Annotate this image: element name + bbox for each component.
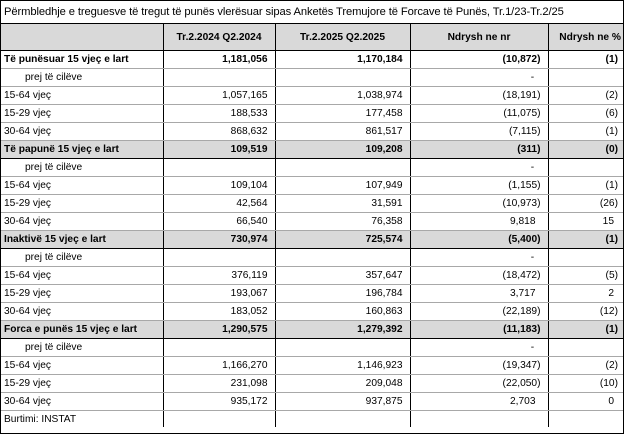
value-q2-2024: [163, 249, 275, 267]
value-q2-2024: 109,104: [163, 177, 275, 195]
change-percent: [548, 339, 623, 357]
table-row: [1, 339, 623, 357]
table-row: [1, 213, 623, 231]
source-empty: [548, 411, 623, 428]
change-number: (5,400): [410, 231, 548, 249]
change-number: 9,818: [410, 213, 548, 231]
change-percent: [548, 249, 623, 267]
row-label: 15-64 vjeç: [1, 87, 163, 105]
table-row: [1, 249, 623, 267]
row-label: 15-29 vjeç: [1, 195, 163, 213]
value-q2-2024: 193,067: [163, 285, 275, 303]
table-row: [1, 231, 623, 249]
change-number: (18,472): [410, 267, 548, 285]
header-row: [1, 24, 623, 51]
value-q2-2025: [275, 339, 410, 357]
change-number: (10,872): [410, 51, 548, 69]
table-row: [1, 375, 623, 393]
row-label: Forca e punës 15 vjeç e lart: [1, 321, 163, 339]
row-label: Të punësuar 15 vjeç e lart: [1, 51, 163, 69]
row-label: prej të cilëve: [1, 159, 163, 177]
change-percent: (1): [548, 321, 623, 339]
value-q2-2024: 1,290,575: [163, 321, 275, 339]
value-q2-2024: 730,974: [163, 231, 275, 249]
value-q2-2025: 177,458: [275, 105, 410, 123]
row-label: prej të cilëve: [1, 249, 163, 267]
source-row: [1, 411, 623, 428]
change-number: (7,115): [410, 123, 548, 141]
change-number: (19,347): [410, 357, 548, 375]
table-body: [1, 51, 623, 411]
row-label: Të papunë 15 vjeç e lart: [1, 141, 163, 159]
change-percent: (2): [548, 357, 623, 375]
source-empty: [410, 411, 548, 428]
table-row: [1, 393, 623, 411]
change-percent: (10): [548, 375, 623, 393]
row-label: prej të cilëve: [1, 339, 163, 357]
value-q2-2024: [163, 339, 275, 357]
value-q2-2024: [163, 159, 275, 177]
table-row: [1, 105, 623, 123]
header-change-percent: Ndrysh ne %: [548, 24, 623, 51]
value-q2-2024: 868,632: [163, 123, 275, 141]
change-percent: (6): [548, 105, 623, 123]
value-q2-2025: 209,048: [275, 375, 410, 393]
table-row: [1, 177, 623, 195]
change-percent: (2): [548, 87, 623, 105]
table-row: [1, 123, 623, 141]
value-q2-2024: 183,052: [163, 303, 275, 321]
value-q2-2025: 937,875: [275, 393, 410, 411]
value-q2-2024: 188,533: [163, 105, 275, 123]
table-row: [1, 357, 623, 375]
table-row: [1, 159, 623, 177]
table-row: [1, 69, 623, 87]
value-q2-2024: 42,564: [163, 195, 275, 213]
row-label: 15-29 vjeç: [1, 285, 163, 303]
source-empty: [163, 411, 275, 428]
value-q2-2025: 76,358: [275, 213, 410, 231]
value-q2-2024: [163, 69, 275, 87]
row-label: 15-29 vjeç: [1, 375, 163, 393]
value-q2-2025: 357,647: [275, 267, 410, 285]
value-q2-2025: 160,863: [275, 303, 410, 321]
value-q2-2025: 1,279,392: [275, 321, 410, 339]
row-label: Inaktivë 15 vjeç e lart: [1, 231, 163, 249]
value-q2-2025: [275, 69, 410, 87]
row-label: 30-64 vjeç: [1, 303, 163, 321]
value-q2-2025: 725,574: [275, 231, 410, 249]
value-q2-2025: 107,949: [275, 177, 410, 195]
row-label: 15-64 vjeç: [1, 177, 163, 195]
table-row: [1, 285, 623, 303]
table-row: [1, 141, 623, 159]
table-row: [1, 303, 623, 321]
row-label: 30-64 vjeç: [1, 393, 163, 411]
change-number: (311): [410, 141, 548, 159]
header-q2-2025: Tr.2.2025 Q2.2025: [275, 24, 410, 51]
table-row: [1, 267, 623, 285]
change-number: (10,973): [410, 195, 548, 213]
value-q2-2024: 109,519: [163, 141, 275, 159]
change-percent: (5): [548, 267, 623, 285]
change-percent: (1): [548, 177, 623, 195]
change-number: (18,191): [410, 87, 548, 105]
value-q2-2024: 1,057,165: [163, 87, 275, 105]
change-percent: 0: [548, 393, 623, 411]
change-percent: (1): [548, 231, 623, 249]
change-percent: (26): [548, 195, 623, 213]
change-number: (11,075): [410, 105, 548, 123]
change-number: (11,183): [410, 321, 548, 339]
value-q2-2025: 1,038,974: [275, 87, 410, 105]
table-row: [1, 87, 623, 105]
value-q2-2025: [275, 249, 410, 267]
change-percent: (1): [548, 123, 623, 141]
value-q2-2025: 1,170,184: [275, 51, 410, 69]
change-percent: (0): [548, 141, 623, 159]
change-percent: [548, 159, 623, 177]
row-label: 30-64 vjeç: [1, 123, 163, 141]
value-q2-2024: 376,119: [163, 267, 275, 285]
header-q2-2024: Tr.2.2024 Q2.2024: [163, 24, 275, 51]
row-label: prej të cilëve: [1, 69, 163, 87]
source-note: Burtimi: INSTAT: [1, 411, 163, 428]
change-number: (1,155): [410, 177, 548, 195]
value-q2-2024: 66,540: [163, 213, 275, 231]
table-title: Përmbledhje e treguesve të tregut të punës vlerësuar sipas Anketës Tremujore të Forcave të Punës, Tr.1/23-Tr.2/25: [1, 1, 623, 24]
value-q2-2024: 1,166,270: [163, 357, 275, 375]
change-number: -: [410, 249, 548, 267]
table-row: [1, 51, 623, 69]
value-q2-2025: 31,591: [275, 195, 410, 213]
change-number: -: [410, 69, 548, 87]
row-label: 30-64 vjeç: [1, 213, 163, 231]
change-percent: 15: [548, 213, 623, 231]
row-label: 15-64 vjeç: [1, 267, 163, 285]
change-number: (22,189): [410, 303, 548, 321]
value-q2-2025: 861,517: [275, 123, 410, 141]
row-label: 15-29 vjeç: [1, 105, 163, 123]
labor-market-table: [1, 24, 623, 427]
value-q2-2025: [275, 159, 410, 177]
change-number: (22,050): [410, 375, 548, 393]
table-row: [1, 195, 623, 213]
header-change-number: Ndrysh ne nr: [410, 24, 548, 51]
value-q2-2025: 109,208: [275, 141, 410, 159]
source-empty: [275, 411, 410, 428]
table-row: [1, 321, 623, 339]
value-q2-2024: 935,172: [163, 393, 275, 411]
change-number: 3,717: [410, 285, 548, 303]
header-blank: [1, 24, 163, 51]
value-q2-2024: 1,181,056: [163, 51, 275, 69]
value-q2-2024: 231,098: [163, 375, 275, 393]
change-percent: (12): [548, 303, 623, 321]
change-percent: 2: [548, 285, 623, 303]
change-number: 2,703: [410, 393, 548, 411]
change-percent: [548, 69, 623, 87]
value-q2-2025: 196,784: [275, 285, 410, 303]
value-q2-2025: 1,146,923: [275, 357, 410, 375]
row-label: 15-64 vjeç: [1, 357, 163, 375]
change-number: -: [410, 339, 548, 357]
change-number: -: [410, 159, 548, 177]
change-percent: (1): [548, 51, 623, 69]
